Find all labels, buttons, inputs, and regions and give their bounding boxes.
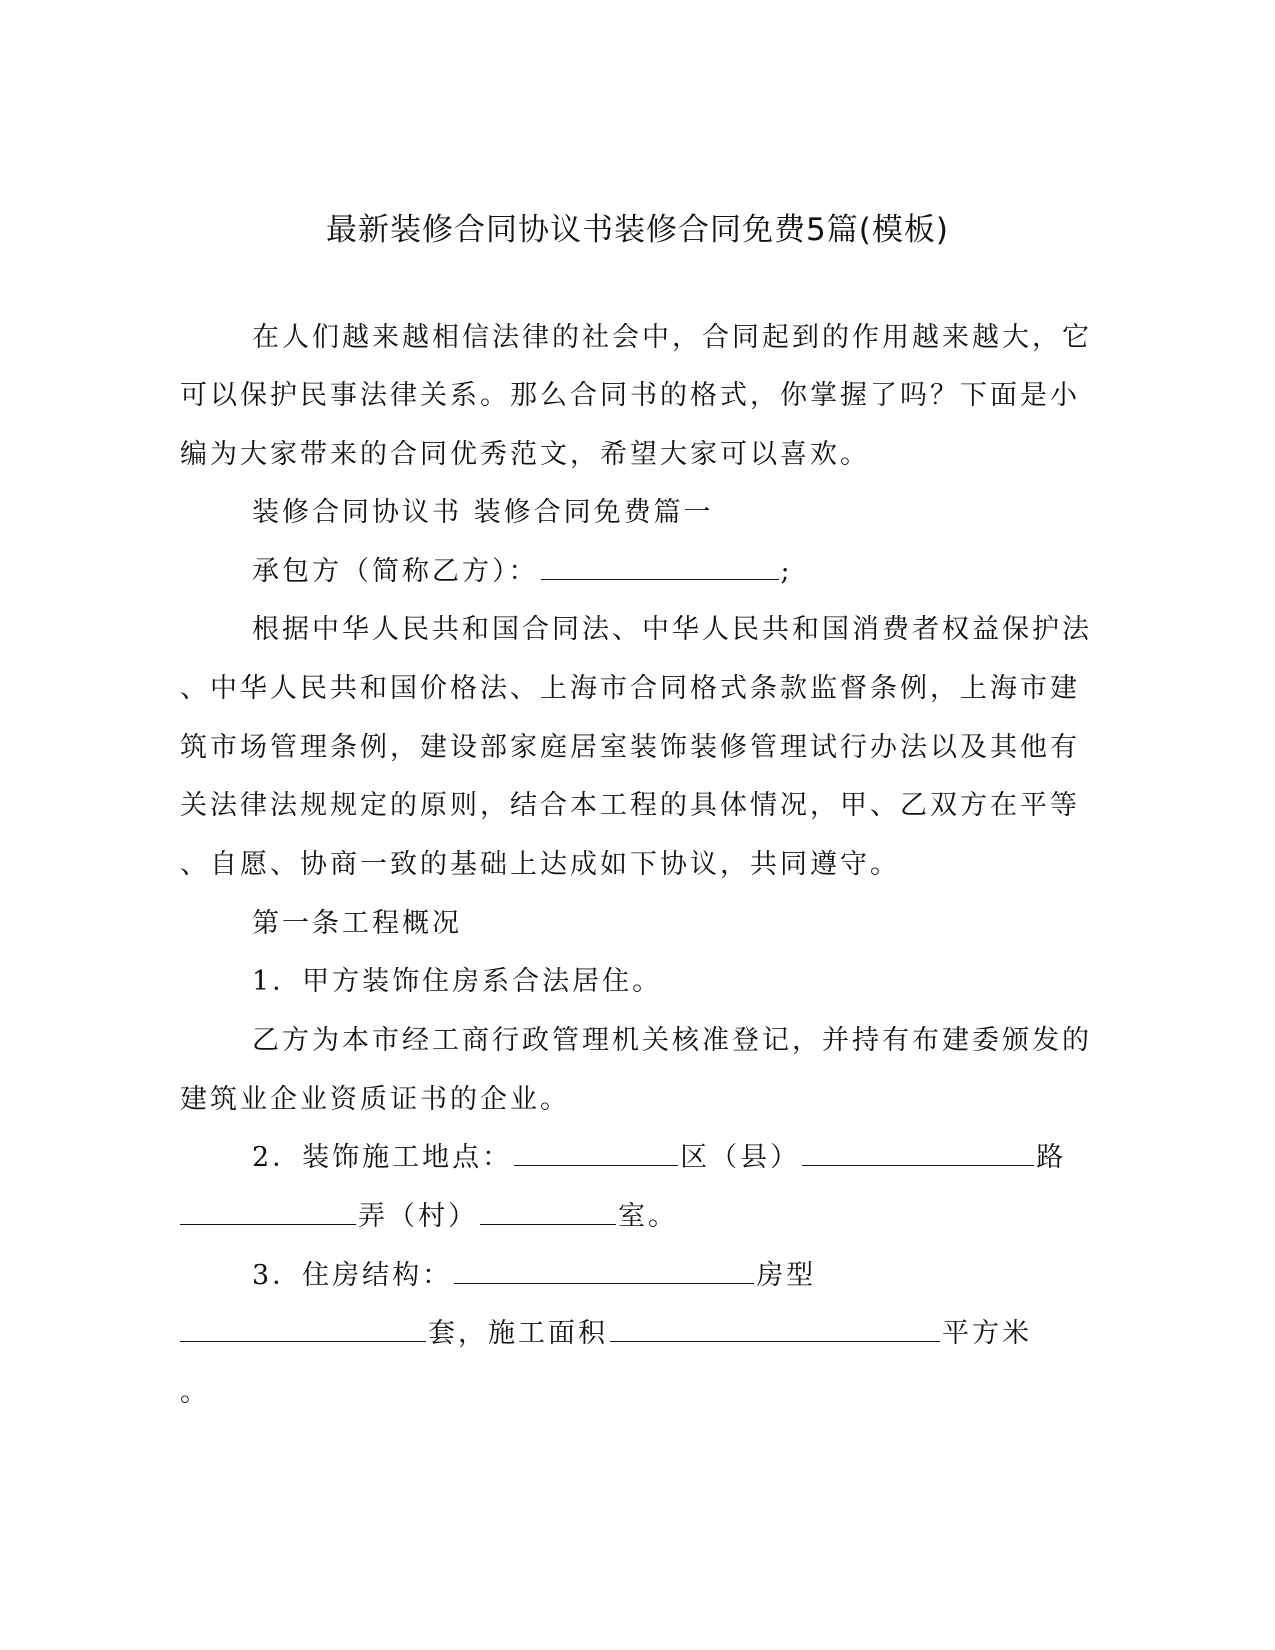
contractor-label: 承包方（简称乙方）：: [252, 556, 539, 587]
article-1-item-1: 1．甲方装饰住房系合法居住。: [252, 966, 663, 997]
contractor-end: ;: [780, 556, 793, 587]
article-1-item-3-line-2: [180, 1314, 1032, 1354]
lane-blank: [180, 1198, 356, 1225]
intro-line-3: 编为大家带来的合同优秀范文，希望大家可以喜欢。: [180, 439, 870, 470]
district-label: 区（县）: [680, 1142, 801, 1173]
basis-line-4: 关法律法规规定的原则，结合本工程的具体情况，甲、乙双方在平等: [180, 790, 1080, 821]
article-1-heading: 第一条工程概况: [252, 908, 462, 939]
house-type-blank: [180, 1315, 426, 1342]
location-label: 2．装饰施工地点：: [252, 1142, 513, 1173]
basis-line-1: 根据中华人民共和国合同法、中华人民共和国消费者权益保护法: [252, 614, 1092, 645]
article-1-item-1-extra-1: 乙方为本市经工商行政管理机关核准登记，并持有布建委颁发的: [252, 1025, 1092, 1056]
article-1-item-3-end: 。: [180, 1377, 210, 1408]
room-blank: [480, 1198, 616, 1225]
article-1-item-2-line-1: [252, 1138, 1066, 1178]
structure-label: 3．住房结构：: [252, 1260, 453, 1291]
intro-line-1: 在人们越来越相信法律的社会中，合同起到的作用越来越大，它: [252, 322, 1092, 353]
article-1-item-2-line-2: [180, 1197, 678, 1237]
unit-label: 平方米: [942, 1318, 1032, 1349]
area-blank: [610, 1315, 940, 1342]
contractor-line: [252, 552, 793, 592]
article-1-item-1-extra-2: 建筑业企业资质证书的企业。: [180, 1084, 570, 1115]
contractor-blank: [541, 553, 779, 580]
basis-line-2: 、中华人民共和国价格法、上海市合同格式条款监督条例，上海市建: [180, 673, 1080, 704]
article-1-item-3-line-1: [252, 1256, 816, 1296]
road-label: 路: [1036, 1142, 1067, 1173]
room-label: 室。: [618, 1201, 678, 1232]
intro-line-2: 可以保护民事法律关系。那么合同书的格式，你掌握了吗？下面是小: [180, 380, 1080, 411]
road-blank: [802, 1139, 1034, 1166]
house-type-label: 房型: [756, 1260, 817, 1291]
document-title: 最新装修合同协议书装修合同免费5篇(模板): [326, 212, 949, 248]
lane-label: 弄（村）: [358, 1201, 478, 1232]
section-heading: 装修合同协议书 装修合同免费篇一: [252, 497, 714, 528]
basis-line-5: 、自愿、协商一致的基础上达成如下协议，共同遵守。: [180, 849, 900, 880]
structure-blank: [454, 1257, 754, 1284]
basis-line-3: 筑市场管理条例，建设部家庭居室装饰装修管理试行办法以及其他有: [180, 732, 1080, 763]
set-area-label: 套，施工面积: [428, 1318, 608, 1349]
district-blank: [514, 1139, 678, 1166]
